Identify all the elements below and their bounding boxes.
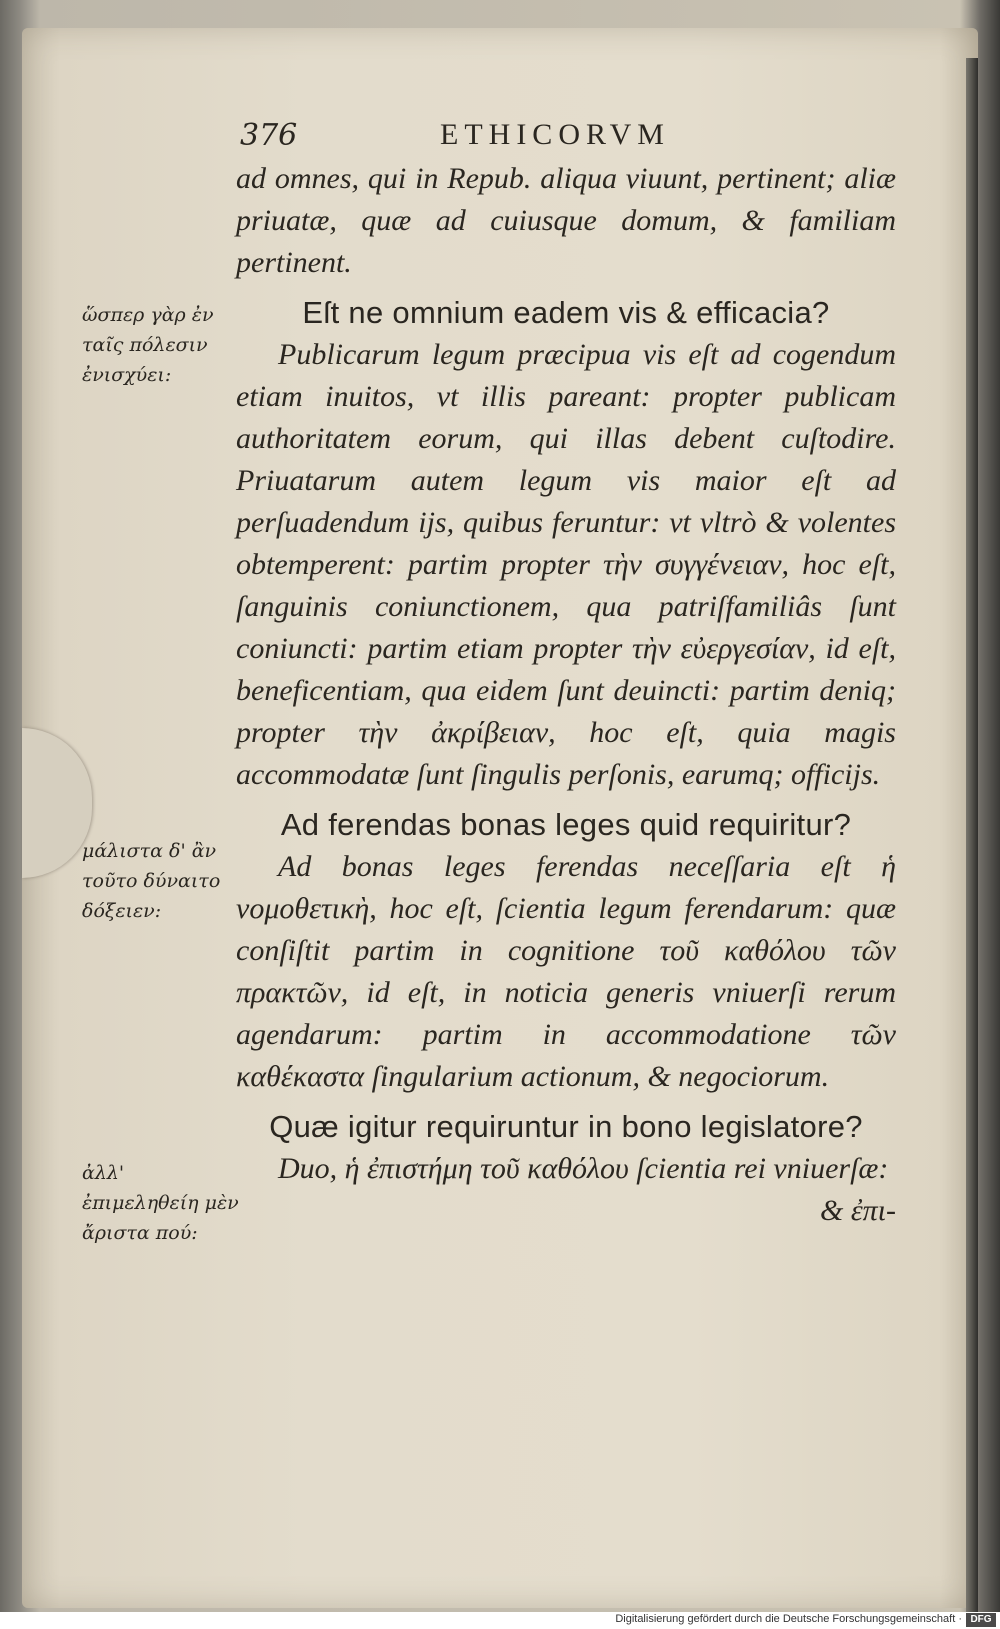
margin-note-2: μάλιστα δ' ἂν τοῦτο δύναιτο δόξειεν: bbox=[82, 840, 221, 922]
footer-credit: Digitalisierung gefördert durch die Deutsche Forschungsgemeinschaft · bbox=[615, 1613, 962, 1625]
page-header bbox=[240, 118, 900, 158]
question-heading-3: Quæ igitur requiruntur in bono legislatore? bbox=[269, 1109, 863, 1144]
margin-note-3: ἀλλ' ἐπιμεληθείη μὲν ἄριστα πού: bbox=[82, 1162, 239, 1244]
catchword: & ἐπι- bbox=[819, 1194, 896, 1227]
paragraph-2: Publicarum legum præcipua vis eſt ad cogendum etiam inuitos, vt illis pareant: propter publicam authoritatem eorum, qui illas debent cuſtodire. Priuatarum autem legum vis maior eſt ad perſuadendum ijs, quibus feruntur: vt vltrò & volentes obtemperent: partim propter τὴν συγγένειαν, hoc eſt, ſanguinis coniunctionem, qua patriſfamiliâs ſunt coniuncti: partim etiam propter τὴν εὐεργεσίαν, id eſt, beneficentiam, qua eidem ſunt deuincti: partim deniq; propter τὴν ἀκρίβειαν, hoc eſt, quia magis accommodatæ ſunt ſingulis perſonis, earumq; officijs. bbox=[236, 338, 896, 791]
margin-note-1: ὥσπερ γὰρ ἐν ταῖς πόλεσιν ἐνισχύει: bbox=[82, 304, 214, 386]
paragraph-1: ad omnes, qui in Repub. aliqua viuunt, pertinent; aliæ priuatæ, quæ ad cuiusque domum, & familiam pertinent. bbox=[236, 162, 896, 279]
question-heading-1: Eſt ne omnium eadem vis & efficacia? bbox=[302, 295, 830, 330]
paragraph-4: Duo, ἡ ἐπιστήμη τοῦ καθόλου ſcientia rei vniuerſæ: bbox=[278, 1152, 889, 1185]
footer-bar bbox=[0, 1612, 1000, 1629]
paragraph-3: Ad bonas leges ferendas neceſſaria eſt ἡ νομοθετικὴ, hoc eſt, ſcientia legum ferendarum: quæ conſiſtit partim in cognitione τοῦ καθόλου τῶν πρακτῶν, id eſt, in noticia generis vniuerſi rerum agendarum: partim in accommodatione τῶν καθέκαστα ſingularium actionum, & negociorum. bbox=[236, 850, 896, 1093]
dfg-logo: DFG bbox=[966, 1613, 996, 1627]
running-title: ETHICORVM bbox=[440, 118, 670, 151]
question-heading-2: Ad ferendas bonas leges quid requiritur? bbox=[280, 807, 852, 842]
page-number: 376 bbox=[240, 118, 298, 153]
main-text bbox=[236, 158, 896, 1232]
page-edge bbox=[966, 58, 978, 1628]
